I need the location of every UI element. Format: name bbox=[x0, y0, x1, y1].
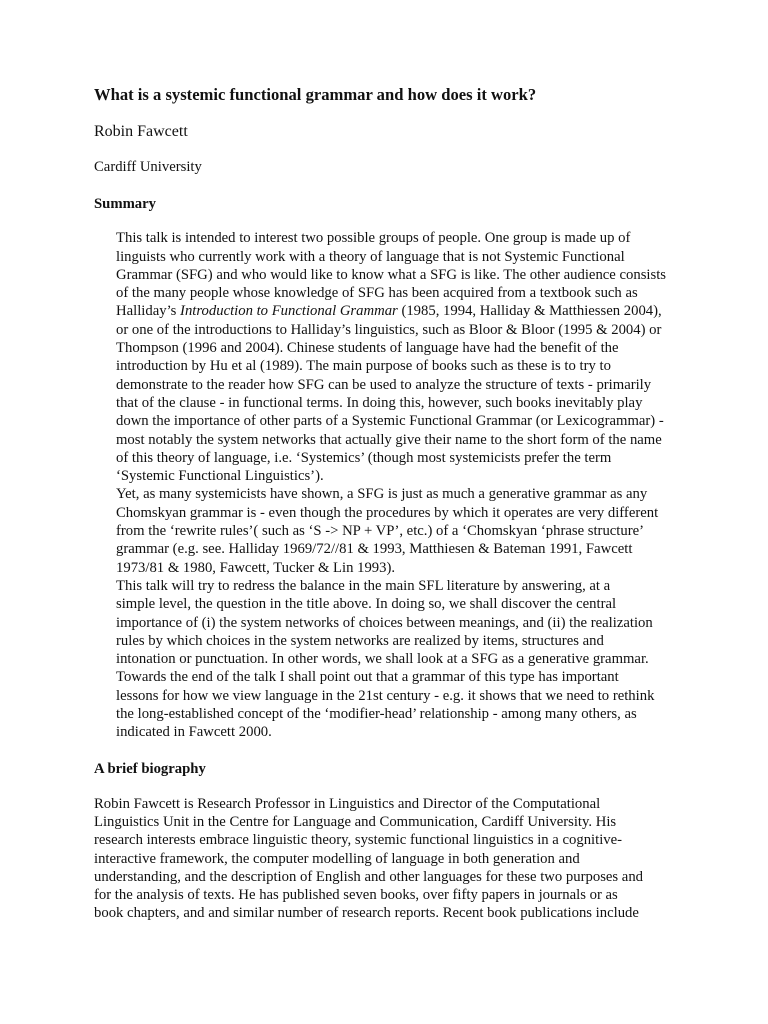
text-line: linguists who currently work with a theory of language that is not Systemic Functional bbox=[116, 248, 625, 265]
text-line: This talk will try to redress the balance in the main SFL literature by answering, at a bbox=[116, 577, 611, 594]
text-line: Yet, as many systemicists have shown, a SFG is just as much a generative grammar as any bbox=[116, 486, 648, 503]
text-line: introduction by Hu et al (1989). The main purpose of books such as these is to try to bbox=[116, 358, 611, 375]
text-line: rules by which choices in the system networks are realized by items, structures and bbox=[116, 632, 604, 649]
text-line: research interests embrace linguistic theory, systemic functional linguistics in a cognitive- bbox=[94, 832, 623, 849]
text-line: lessons for how we view language in the 21st century - e.g. it shows that we need to rethink bbox=[116, 687, 655, 704]
summary-heading: Summary bbox=[94, 196, 157, 213]
text-line: or one of the introductions to Halliday’s linguistics, such as Bloor & Bloor (1995 & 2004) or bbox=[116, 321, 662, 338]
biography-heading: A brief biography bbox=[94, 760, 206, 777]
book-title-italic: Introduction to Functional Grammar bbox=[180, 303, 398, 320]
text-line: of this theory of language, i.e. ‘Systemics’ (though most systemicists prefer the term bbox=[116, 449, 612, 466]
text-line: 1973/81 & 1980, Fawcett, Tucker & Lin 1993). bbox=[116, 559, 396, 576]
text-line: simple level, the question in the title above. In doing so, we shall discover the central bbox=[116, 596, 617, 613]
text-line: that of the clause - in functional terms. In doing this, however, such books inevitably play bbox=[116, 394, 643, 411]
text-line: Robin Fawcett is Research Professor in Linguistics and Director of the Computational bbox=[94, 795, 601, 812]
text-line: book chapters, and and similar number of research reports. Recent book publications include bbox=[94, 905, 639, 922]
document-page bbox=[94, 84, 667, 923]
text-line: ‘Systemic Functional Linguistics’). bbox=[116, 468, 324, 485]
text-line bbox=[94, 302, 664, 320]
text-line: importance of (i) the system networks of choices between meanings, and (ii) the realization bbox=[116, 614, 653, 631]
text-line: intonation or punctuation. In other words, we shall look at a SFG as a generative grammar. bbox=[116, 651, 649, 668]
text-line: of the many people whose knowledge of SFG has been acquired from a textbook such as bbox=[116, 285, 638, 302]
text-line: This talk is intended to interest two possible groups of people. One group is made up of bbox=[116, 230, 631, 247]
summary-paragraph-1 bbox=[94, 229, 667, 485]
paper-title: What is a systemic functional grammar and how does it work? bbox=[94, 85, 537, 104]
text-line: from the ‘rewrite rules’( such as ‘S -> NP + VP’, etc.) of a ‘Chomskyan ‘phrase structure’ bbox=[116, 523, 645, 540]
summary-paragraph-2 bbox=[94, 485, 664, 576]
text-line: down the importance of other parts of a Systemic Functional Grammar (or Lexicogrammar) - bbox=[116, 413, 664, 430]
text-line: most notably the system networks that actually give their name to the short form of the name bbox=[116, 431, 662, 448]
text-fragment: (1985, 1994, Halliday & Matthiessen 2004), bbox=[397, 303, 662, 320]
text-line: understanding, and the description of English and other languages for these two purposes and bbox=[94, 868, 644, 885]
summary-paragraph-4 bbox=[94, 668, 664, 741]
author-affiliation: Cardiff University bbox=[94, 159, 202, 175]
text-line: Towards the end of the talk I shall point out that a grammar of this type has important bbox=[116, 669, 619, 686]
text-line: interactive framework, the computer modelling of language in both generation and bbox=[94, 850, 580, 867]
text-line: Thompson (1996 and 2004). Chinese students of language have had the benefit of the bbox=[116, 340, 619, 357]
text-fragment: Halliday’s bbox=[116, 303, 181, 320]
author-name: Robin Fawcett bbox=[94, 123, 188, 140]
text-line: grammar (e.g. see. Halliday 1969/72//81 & 1993, Matthiesen & Bateman 1991, Fawcett bbox=[116, 541, 633, 558]
text-line: Linguistics Unit in the Centre for Language and Communication, Cardiff University. His bbox=[94, 813, 617, 830]
text-line: indicated in Fawcett 2000. bbox=[116, 724, 272, 741]
text-line: Grammar (SFG) and who would like to know what a SFG is like. The other audience consists bbox=[116, 266, 667, 283]
text-line: the long-established concept of the ‘modifier-head’ relationship - among many others, as bbox=[116, 706, 637, 723]
text-line: Chomskyan grammar is - even though the procedures by which it operates are very different bbox=[116, 504, 659, 521]
text-line: demonstrate to the reader how SFG can be used to analyze the structure of texts - primarily bbox=[116, 376, 652, 393]
text-line: for the analysis of texts. He has published seven books, over fifty papers in journals or as bbox=[94, 887, 618, 904]
summary-paragraph-3 bbox=[94, 577, 664, 668]
biography-paragraph bbox=[94, 795, 664, 923]
